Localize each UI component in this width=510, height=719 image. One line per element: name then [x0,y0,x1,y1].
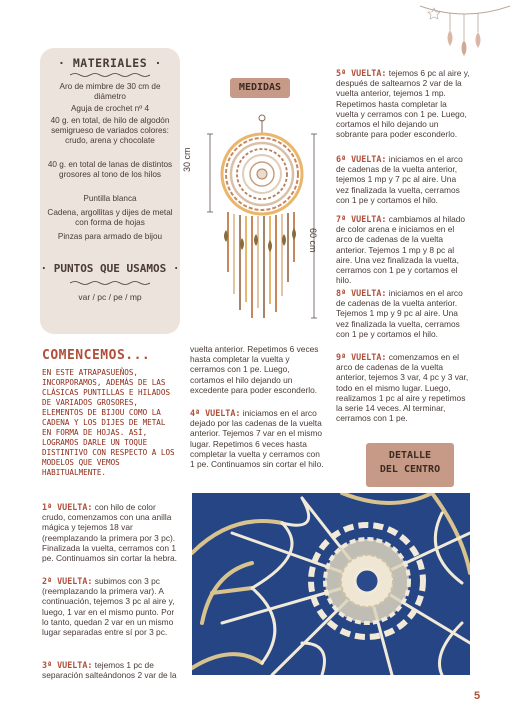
stitches-title: · PUNTOS QUE USAMOS · [40,262,180,275]
measures-label: MEDIDAS [230,78,290,98]
materials-title: · MATERIALES · [58,56,162,70]
dreamcatcher-illustration [190,112,330,324]
round-label: 1ª VUELTA: [42,502,93,512]
page-number: 5 [474,690,481,702]
material-item: Aro de mimbre de 30 cm de diámetro [59,82,161,101]
measure-height-label: 60 cm [308,228,318,253]
round-label: 6ª VUELTA: [336,154,387,164]
round-4 [190,408,326,469]
round-label: 2ª VUELTA: [42,576,93,586]
round-label: 4ª VUELTA: [190,408,241,418]
round-text: con hilo de color crudo, comenzamos con una anilla mágica y tejemos 18 var (reemplazando la primera por 3 pc). Finalizada la vuelta, cerramos con 1 pe. Continuamos sin cortar la hebra. [42,502,178,564]
round-7 [336,214,470,285]
round-2 [42,576,180,637]
round-label: 7ª VUELTA: [336,214,387,224]
materials-box [40,48,180,334]
hanging-feathers-ornament [420,0,510,60]
round-text: iniciamos en el arco de cadenas de la vuelta anterior. Tejemos 1 mp y 9 pc al aire. Una vez finalizada la vuelta, cerramos con 1 pe y cortamos el hilo. [336,288,463,339]
round-8 [336,288,470,339]
detail-label-line2: DEL CENTRO [379,464,441,475]
measure-width-label: 30 cm [182,147,192,172]
round-1 [42,502,180,563]
wave-divider [70,72,150,78]
material-item: 40 g. en total de lanas de distintos grosores al tono de los hilos [47,160,173,179]
round-label: 5ª VUELTA: [336,68,387,78]
section-title: COMENCEMOS... [42,348,151,363]
round-3 [42,660,180,680]
round-6 [336,154,470,205]
round-3-continued: vuelta anterior. Repetimos 6 veces hasta completar la vuelta y cerramos con 1 pe. Luego, cortamos el hilo dejando un excedente para poder esconderlo. [190,344,319,395]
material-item: Puntilla blanca [83,194,137,203]
intro-paragraph: EN ESTE ATRAPASUEÑOS, INCORPORAMOS, ADEMÁS DE LAS CLÁSICAS PUNTILLAS E HILADOS DE VARIADOS GROSORES, ELEMENTOS DE BIJOU COMO LA CADENA Y LOS DIJES DE METAL EN FORMA DE HOJAS. ASÍ, LOGRAMOS DARLE UN TOQUE DISTINTIVO CON RESPECTO A LOS MODELOS QUE VEMOS HABITUALMENTE. [42,368,175,477]
material-item: Aguja de crochet nº 4 [70,104,150,113]
round-text: subimos con 3 pc (reemplazando la primera var). A continuación, tejemos 3 pc al aire y, luego, 1 var en el mismo punto. Por lo tanto, quedan 2 var en un mismo lugar separadas entre sí por 3 pc. [42,576,175,638]
round-9 [336,352,470,423]
round-text: tejemos 6 pc al aire y, después de saltearnos 2 var de la vuelta anterior, tejemos 1 mp. Repetimos hasta completar la vuelta y cerramos con 1 pe. Luego, cortamos el hilo dejando un sobrante para poder esconderlo. [336,68,470,140]
material-item: Pinzas para armado de bijou [57,232,163,241]
round-text: cambiamos al hilado de color arena e iniciamos en el arco de cadenas de la vuelta anterior. Tejemos 1 mp y 8 pc al aire. Una vez finalizada la vuelta, cerramos con 1 pe y cortamos el hilo. [336,214,466,286]
detail-label-line1: DETALLE [388,450,432,461]
round-label: 8ª VUELTA: [336,288,387,298]
stitches-list: var / pc / pe / mp [78,292,142,302]
wave-divider [70,280,150,286]
round-label: 9ª VUELTA: [336,352,387,362]
material-item: 40 g. en total, de hilo de algodón semigrueso de variados colores: crudo, arena y chocolate [50,116,170,145]
round-text: comenzamos en el arco de cadenas de la vuelta anterior, tejemos 3 var, 4 pc y 3 var, todo en el mismo lugar. Luego, realizamos 1 pc al aire y repetimos la serie 14 veces. Al terminar, cerramos con 1 pe. [336,352,469,424]
round-text: iniciamos en el arco dejado por las cadenas de la vuelta anterior. Tejemos 7 var en el mismo lugar. Repetimos 6 veces hasta completar la vuelta y cerramos con 1 pe. Continuamos sin cortar el hilo. [190,408,324,470]
round-text: tejemos 1 pc de separación salteándonos 2 var de la [42,660,177,681]
round-label: 3ª VUELTA: [42,660,93,670]
detail-label [366,443,454,487]
round-text: iniciamos en el arco de cadenas de la vuelta anterior, tejemos 1 mp y 7 pc al aire. Una vez finalizada la vuelta, cerramos con 1 pe y cortamos el hilo. [336,154,463,205]
center-detail-photo [192,493,470,675]
round-5 [336,68,470,139]
material-item: Cadena, argollitas y dijes de metal con forma de hojas [47,208,173,227]
